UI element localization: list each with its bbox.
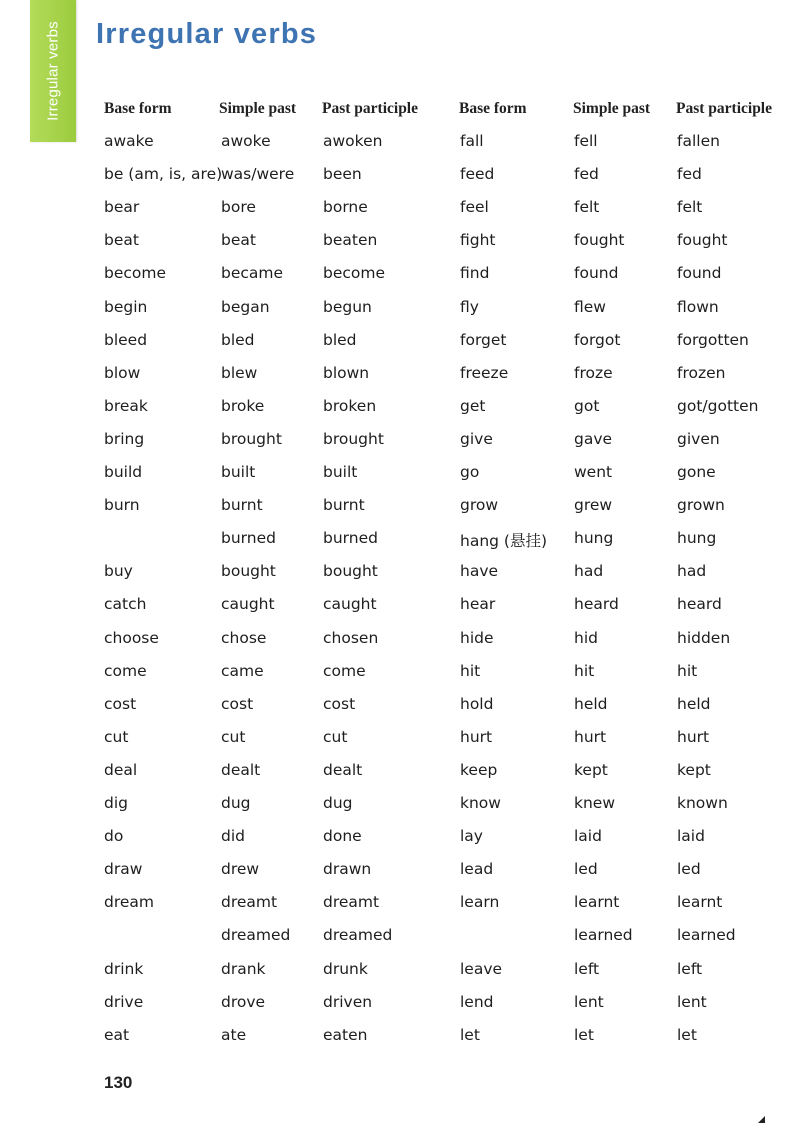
cell-left-base-form: break xyxy=(104,397,148,415)
cell-left-base-form: catch xyxy=(104,595,147,613)
cell-left-simple-past: caught xyxy=(221,595,275,613)
cell-right-base-form: keep xyxy=(460,761,498,779)
cell-left-base-form: come xyxy=(104,662,147,680)
cell-left-past-participle: eaten xyxy=(323,1026,368,1044)
cell-left-base-form: blow xyxy=(104,364,141,382)
cell-right-simple-past: hid xyxy=(574,629,598,647)
cell-left-base-form: choose xyxy=(104,629,159,647)
cell-left-past-participle: been xyxy=(323,165,362,183)
cell-left-past-participle: burnt xyxy=(323,496,365,514)
cell-right-past-participle: fed xyxy=(677,165,702,183)
cell-right-simple-past: grew xyxy=(574,496,613,514)
cell-right-simple-past: left xyxy=(574,960,600,978)
cell-left-simple-past: dealt xyxy=(221,761,261,779)
cell-right-base-form: feel xyxy=(460,198,489,216)
cell-right-simple-past: found xyxy=(574,264,619,282)
cell-right-base-form: let xyxy=(460,1026,480,1044)
cell-right-past-participle: fallen xyxy=(677,132,720,150)
cell-left-past-participle: dreamed xyxy=(323,926,393,944)
cell-left-simple-past: burnt xyxy=(221,496,263,514)
cell-left-base-form: cut xyxy=(104,728,129,746)
cell-left-base-form: buy xyxy=(104,562,133,580)
cell-left-past-participle: drawn xyxy=(323,860,372,878)
cell-left-past-participle: become xyxy=(323,264,386,282)
cell-right-simple-past: fell xyxy=(574,132,598,150)
cell-right-base-form: get xyxy=(460,397,486,415)
cell-right-base-form: lay xyxy=(460,827,483,845)
cell-left-past-participle: drunk xyxy=(323,960,368,978)
cell-right-base-form: lend xyxy=(460,993,494,1011)
cell-right-past-participle: learned xyxy=(677,926,736,944)
cell-left-past-participle: borne xyxy=(323,198,368,216)
cell-right-past-participle: kept xyxy=(677,761,711,779)
cell-left-base-form: deal xyxy=(104,761,138,779)
cell-left-simple-past: chose xyxy=(221,629,267,647)
cell-left-base-form: do xyxy=(104,827,124,845)
cell-right-base-form: learn xyxy=(460,893,500,911)
side-tab xyxy=(30,0,76,142)
cell-right-simple-past: went xyxy=(574,463,613,481)
cell-left-simple-past: began xyxy=(221,298,270,316)
cell-right-simple-past: laid xyxy=(574,827,602,845)
cell-right-past-participle: learnt xyxy=(677,893,723,911)
cell-right-simple-past: hurt xyxy=(574,728,607,746)
cell-right-past-participle: let xyxy=(677,1026,697,1044)
cell-left-past-participle: awoken xyxy=(323,132,383,150)
cell-left-past-participle: bled xyxy=(323,331,357,349)
cell-right-past-participle: left xyxy=(677,960,703,978)
cell-left-past-participle: done xyxy=(323,827,362,845)
cell-left-past-participle: beaten xyxy=(323,231,378,249)
cell-left-past-participle: dug xyxy=(323,794,353,812)
cell-left-simple-past: awoke xyxy=(221,132,271,150)
header-simple-past-right: Simple past xyxy=(573,100,651,117)
cell-left-simple-past: dreamed xyxy=(221,926,291,944)
cell-left-base-form: eat xyxy=(104,1026,130,1044)
cell-left-simple-past: beat xyxy=(221,231,256,249)
cell-right-past-participle: forgotten xyxy=(677,331,749,349)
cell-left-base-form: beat xyxy=(104,231,139,249)
cell-right-past-participle: felt xyxy=(677,198,703,216)
cell-right-base-form: feed xyxy=(460,165,495,183)
cell-right-base-form: know xyxy=(460,794,501,812)
corner-triangle-mark xyxy=(758,1116,765,1123)
cell-left-base-form: cost xyxy=(104,695,137,713)
cell-left-simple-past: did xyxy=(221,827,245,845)
cell-left-simple-past: cost xyxy=(221,695,254,713)
cell-left-base-form: bear xyxy=(104,198,140,216)
cell-left-simple-past: bled xyxy=(221,331,255,349)
cell-left-base-form: dream xyxy=(104,893,155,911)
cell-right-past-participle: hit xyxy=(677,662,698,680)
cell-right-past-participle: hidden xyxy=(677,629,731,647)
cell-right-base-form: go xyxy=(460,463,480,481)
cell-right-simple-past: learned xyxy=(574,926,633,944)
header-simple-past-left: Simple past xyxy=(219,100,297,117)
cell-left-simple-past: drove xyxy=(221,993,266,1011)
cell-left-base-form: drive xyxy=(104,993,144,1011)
cell-right-simple-past: let xyxy=(574,1026,594,1044)
cell-right-base-form: hurt xyxy=(460,728,493,746)
cell-right-simple-past: heard xyxy=(574,595,619,613)
cell-right-base-form: hit xyxy=(460,662,481,680)
cell-left-simple-past: cut xyxy=(221,728,246,746)
cell-right-simple-past: felt xyxy=(574,198,600,216)
cell-left-simple-past: drank xyxy=(221,960,266,978)
cell-left-base-form: draw xyxy=(104,860,143,878)
cell-left-simple-past: dug xyxy=(221,794,251,812)
cell-right-past-participle: got/gotten xyxy=(677,397,759,415)
cell-right-base-form: have xyxy=(460,562,499,580)
cell-right-base-form: leave xyxy=(460,960,503,978)
cell-left-past-participle: burned xyxy=(323,529,378,547)
cell-right-base-form: hang (悬挂) xyxy=(460,532,548,550)
cell-right-simple-past: lent xyxy=(574,993,604,1011)
cell-right-past-participle: flown xyxy=(677,298,719,316)
cell-left-simple-past: burned xyxy=(221,529,276,547)
cell-right-simple-past: hung xyxy=(574,529,614,547)
header-base-form-left: Base form xyxy=(104,100,172,117)
cell-right-past-participle: given xyxy=(677,430,720,448)
cell-left-past-participle: driven xyxy=(323,993,373,1011)
header-past-participle-right: Past participle xyxy=(676,100,772,117)
cell-right-base-form: fly xyxy=(460,298,479,316)
cell-left-past-participle: built xyxy=(323,463,358,481)
cell-right-past-participle: hurt xyxy=(677,728,710,746)
cell-right-base-form: hear xyxy=(460,595,496,613)
cell-left-simple-past: ate xyxy=(221,1026,247,1044)
cell-left-past-participle: dreamt xyxy=(323,893,380,911)
cell-right-past-participle: lent xyxy=(677,993,707,1011)
cell-right-base-form: freeze xyxy=(460,364,509,382)
cell-right-base-form: give xyxy=(460,430,493,448)
cell-left-base-form: become xyxy=(104,264,167,282)
cell-left-past-participle: blown xyxy=(323,364,370,382)
cell-right-simple-past: forgot xyxy=(574,331,621,349)
page-title: Irregular verbs xyxy=(96,18,318,50)
cell-right-simple-past: had xyxy=(574,562,604,580)
cell-left-simple-past: built xyxy=(221,463,256,481)
cell-right-past-participle: laid xyxy=(677,827,705,845)
cell-right-simple-past: kept xyxy=(574,761,608,779)
cell-left-base-form: bring xyxy=(104,430,145,448)
cell-left-simple-past: came xyxy=(221,662,264,680)
cell-right-past-participle: fought xyxy=(677,231,728,249)
cell-left-simple-past: bore xyxy=(221,198,256,216)
cell-right-simple-past: flew xyxy=(574,298,606,316)
cell-left-past-participle: bought xyxy=(323,562,378,580)
cell-left-simple-past: blew xyxy=(221,364,258,382)
cell-left-past-participle: cost xyxy=(323,695,356,713)
cell-right-base-form: hold xyxy=(460,695,494,713)
cell-right-base-form: lead xyxy=(460,860,494,878)
cell-left-past-participle: dealt xyxy=(323,761,363,779)
cell-left-base-form: dig xyxy=(104,794,128,812)
cell-right-past-participle: gone xyxy=(677,463,716,481)
cell-left-base-form: drink xyxy=(104,960,144,978)
cell-right-simple-past: fed xyxy=(574,165,599,183)
cell-left-simple-past: became xyxy=(221,264,284,282)
cell-right-past-participle: held xyxy=(677,695,711,713)
cell-right-base-form: find xyxy=(460,264,490,282)
cell-right-base-form: forget xyxy=(460,331,507,349)
cell-right-past-participle: known xyxy=(677,794,728,812)
cell-left-base-form: burn xyxy=(104,496,140,514)
cell-left-past-participle: brought xyxy=(323,430,384,448)
cell-left-simple-past: brought xyxy=(221,430,282,448)
cell-left-past-participle: come xyxy=(323,662,366,680)
cell-right-simple-past: gave xyxy=(574,430,613,448)
cell-left-base-form: be (am, is, are) xyxy=(104,165,223,183)
cell-right-simple-past: knew xyxy=(574,794,616,812)
cell-right-past-participle: had xyxy=(677,562,707,580)
side-tab-label: Irregular verbs xyxy=(44,21,62,121)
cell-right-past-participle: grown xyxy=(677,496,725,514)
page-number: 130 xyxy=(104,1073,133,1092)
header-base-form-right: Base form xyxy=(459,100,527,117)
cell-left-base-form: build xyxy=(104,463,143,481)
cell-left-simple-past: was/were xyxy=(221,165,295,183)
cell-left-simple-past: dreamt xyxy=(221,893,278,911)
cell-left-simple-past: broke xyxy=(221,397,265,415)
cell-right-simple-past: fought xyxy=(574,231,625,249)
cell-right-base-form: fall xyxy=(460,132,484,150)
cell-right-past-participle: frozen xyxy=(677,364,726,382)
header-past-participle-left: Past participle xyxy=(322,100,418,117)
cell-right-simple-past: learnt xyxy=(574,893,620,911)
cell-left-past-participle: cut xyxy=(323,728,348,746)
cell-left-past-participle: caught xyxy=(323,595,377,613)
cell-left-past-participle: chosen xyxy=(323,629,379,647)
cell-left-past-participle: begun xyxy=(323,298,372,316)
cell-right-past-participle: led xyxy=(677,860,701,878)
cell-right-simple-past: hit xyxy=(574,662,595,680)
cell-left-simple-past: drew xyxy=(221,860,260,878)
cell-right-simple-past: held xyxy=(574,695,608,713)
cell-left-past-participle: broken xyxy=(323,397,377,415)
cell-left-base-form: bleed xyxy=(104,331,148,349)
cell-right-simple-past: got xyxy=(574,397,600,415)
cell-right-base-form: hide xyxy=(460,629,494,647)
cell-right-simple-past: led xyxy=(574,860,598,878)
cell-right-past-participle: hung xyxy=(677,529,717,547)
cell-right-past-participle: heard xyxy=(677,595,722,613)
cell-left-simple-past: bought xyxy=(221,562,276,580)
cell-left-base-form: begin xyxy=(104,298,148,316)
cell-right-simple-past: froze xyxy=(574,364,613,382)
cell-left-base-form: awake xyxy=(104,132,154,150)
cell-right-base-form: fight xyxy=(460,231,496,249)
cell-right-base-form: grow xyxy=(460,496,499,514)
cell-right-past-participle: found xyxy=(677,264,722,282)
